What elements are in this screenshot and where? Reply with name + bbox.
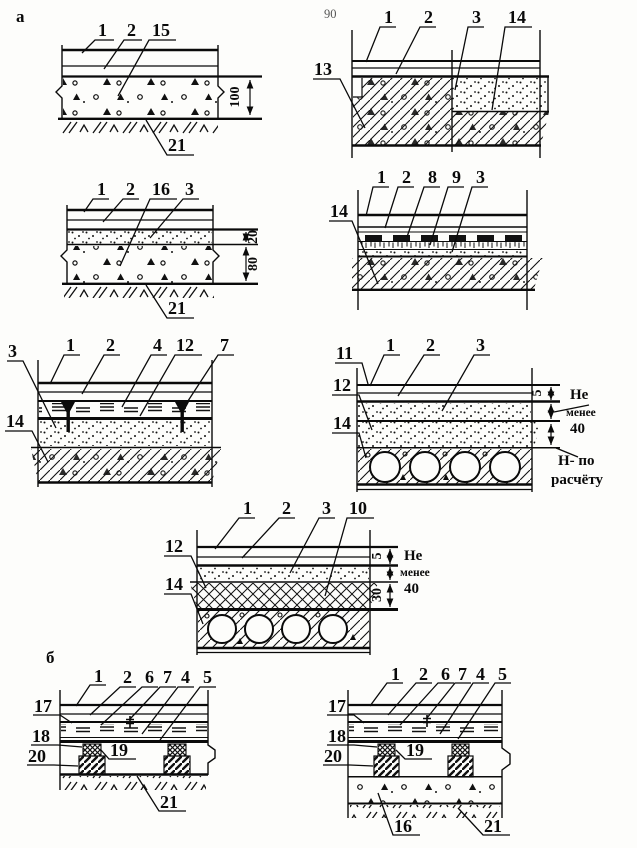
callout-20: 20 — [28, 746, 46, 766]
layer-concrete — [68, 246, 212, 283]
pad-right — [168, 744, 186, 756]
callout-7: 7 — [163, 667, 172, 687]
callout-14: 14 — [165, 574, 183, 594]
layer-screed — [198, 567, 369, 581]
callout-14: 14 — [333, 413, 351, 433]
callout-21: 21 — [168, 135, 186, 155]
callout-13: 13 — [314, 59, 332, 79]
callout-14: 14 — [330, 201, 348, 221]
edge-right — [502, 690, 510, 818]
callout-10: 10 — [349, 498, 367, 518]
layer-slab-hatched — [352, 258, 543, 289]
layer-concrete-hatched-left — [353, 78, 452, 145]
pier-right — [164, 756, 190, 774]
callout-2: 2 — [419, 664, 428, 684]
layer-sand — [68, 231, 212, 244]
callout-1: 1 — [98, 20, 107, 40]
callout-1: 1 — [377, 167, 386, 187]
callout-3: 3 — [185, 179, 194, 199]
callout-19: 19 — [110, 740, 128, 760]
callout-1: 1 — [243, 498, 252, 518]
callout-3: 3 — [472, 7, 481, 27]
callout-2: 2 — [106, 335, 115, 355]
section-label-b: б — [46, 648, 55, 667]
callout-2: 2 — [126, 179, 135, 199]
callout-16: 16 — [394, 816, 412, 836]
note-40: 40 — [570, 421, 585, 437]
callout-14: 14 — [508, 7, 526, 27]
dimension-80: 80 — [246, 257, 261, 271]
callout-1: 1 — [391, 664, 400, 684]
dimension-30: 30 — [370, 588, 385, 602]
callout-5: 5 — [498, 664, 507, 684]
diagram-b2-hollow-core-slab — [332, 335, 603, 492]
note-menee: менее — [400, 567, 430, 579]
callout-1: 1 — [66, 335, 75, 355]
diagram-c-crosshatch-on-slab — [164, 498, 430, 655]
callout-19: 19 — [406, 740, 424, 760]
note-menee: менее — [566, 407, 596, 419]
callout-14: 14 — [6, 411, 24, 431]
diagram-a1-concrete-on-ground — [56, 20, 262, 155]
dimension-20: 20 — [246, 230, 261, 244]
callout-1: 1 — [97, 179, 106, 199]
page-number: 90 — [324, 7, 337, 21]
layer-hollow-core-slab — [198, 611, 369, 647]
layer-fill — [358, 422, 541, 447]
callout-2: 2 — [123, 667, 132, 687]
pier-right — [448, 756, 473, 777]
callout-7: 7 — [458, 664, 467, 684]
callout-21: 21 — [168, 298, 186, 318]
callout-21: 21 — [160, 792, 178, 812]
break-edge-right — [218, 45, 224, 119]
pad-left — [83, 744, 101, 756]
dimension-5: 5 — [530, 389, 545, 397]
callout-3: 3 — [322, 498, 331, 518]
layer-crosshatch — [190, 583, 378, 608]
callout-5: 5 — [203, 667, 212, 687]
layer-sand-right — [452, 78, 548, 111]
callout-16: 16 — [152, 179, 170, 199]
callout-12: 12 — [333, 375, 351, 395]
note-ne: Не — [570, 387, 589, 403]
layer-concrete — [63, 78, 217, 118]
edge-right — [208, 690, 215, 775]
note-40: 40 — [404, 581, 419, 597]
section-label-a: а — [16, 7, 25, 26]
soil-hatch — [62, 776, 206, 790]
callout-2: 2 — [426, 335, 435, 355]
soil-hatch — [350, 805, 500, 818]
layer-concrete-hatched-right — [452, 112, 549, 145]
callout-8: 8 — [428, 167, 437, 187]
break-edge-left — [56, 45, 62, 119]
layer-insulation-marks — [349, 724, 501, 737]
layer-dots — [359, 250, 526, 256]
pad-left — [378, 744, 395, 756]
callout-11: 11 — [336, 343, 354, 363]
callout-1: 1 — [386, 335, 395, 355]
pier-left — [374, 756, 399, 777]
callout-17: 17 — [34, 696, 52, 716]
callout-18: 18 — [32, 726, 50, 746]
soil-hatch — [62, 120, 218, 134]
dimension-100: 100 — [228, 86, 243, 108]
diagram-d1-joists-on-ground — [27, 666, 216, 812]
callout-18: 18 — [328, 726, 346, 746]
callout-17: 17 — [328, 696, 346, 716]
callout-1: 1 — [94, 666, 103, 686]
callout-12: 12 — [165, 536, 183, 556]
diagram-a2-two-variants — [313, 7, 549, 158]
callout-3: 3 — [476, 167, 485, 187]
callout-2: 2 — [424, 7, 433, 27]
callout-21: 21 — [484, 816, 502, 836]
callout-2: 2 — [127, 20, 136, 40]
callout-9: 9 — [452, 167, 461, 187]
callout-6: 6 — [145, 667, 154, 687]
layer-concrete-prep — [349, 778, 501, 803]
diagram-d2-joists-on-concrete — [323, 664, 511, 836]
note-h-po: Н- по — [558, 453, 595, 469]
callout-4: 4 — [476, 664, 485, 684]
note-ne: Не — [404, 548, 423, 564]
callout-3: 3 — [8, 341, 17, 361]
diagram-b1-anchored-on-slab — [5, 335, 234, 487]
layer-ticks — [359, 242, 526, 249]
layer-hollow-core-slab — [358, 449, 532, 484]
layer-brick-dashes — [359, 233, 526, 241]
diagram-a4-blocks-on-slab — [329, 167, 543, 310]
pier-left — [79, 756, 105, 774]
diagram-a3-screed-concrete-on-ground — [61, 179, 261, 318]
pad-right — [452, 744, 469, 756]
note-raschetu: расчёту — [551, 472, 603, 488]
layer-insulation-marks — [61, 724, 207, 737]
callout-4: 4 — [181, 667, 190, 687]
soil-hatch — [64, 285, 214, 298]
callout-20: 20 — [324, 746, 342, 766]
layer-sand — [39, 421, 211, 446]
callout-2: 2 — [402, 167, 411, 187]
callout-2: 2 — [282, 498, 291, 518]
callout-12: 12 — [176, 335, 194, 355]
callout-4: 4 — [153, 335, 162, 355]
callout-15: 15 — [152, 20, 170, 40]
callout-1: 1 — [384, 7, 393, 27]
dimension-5: 5 — [370, 552, 385, 560]
callout-7: 7 — [220, 335, 229, 355]
callout-6: 6 — [441, 664, 450, 684]
callout-3: 3 — [476, 335, 485, 355]
break-edge-left — [61, 205, 67, 284]
layer-slab-hatched — [31, 449, 221, 482]
